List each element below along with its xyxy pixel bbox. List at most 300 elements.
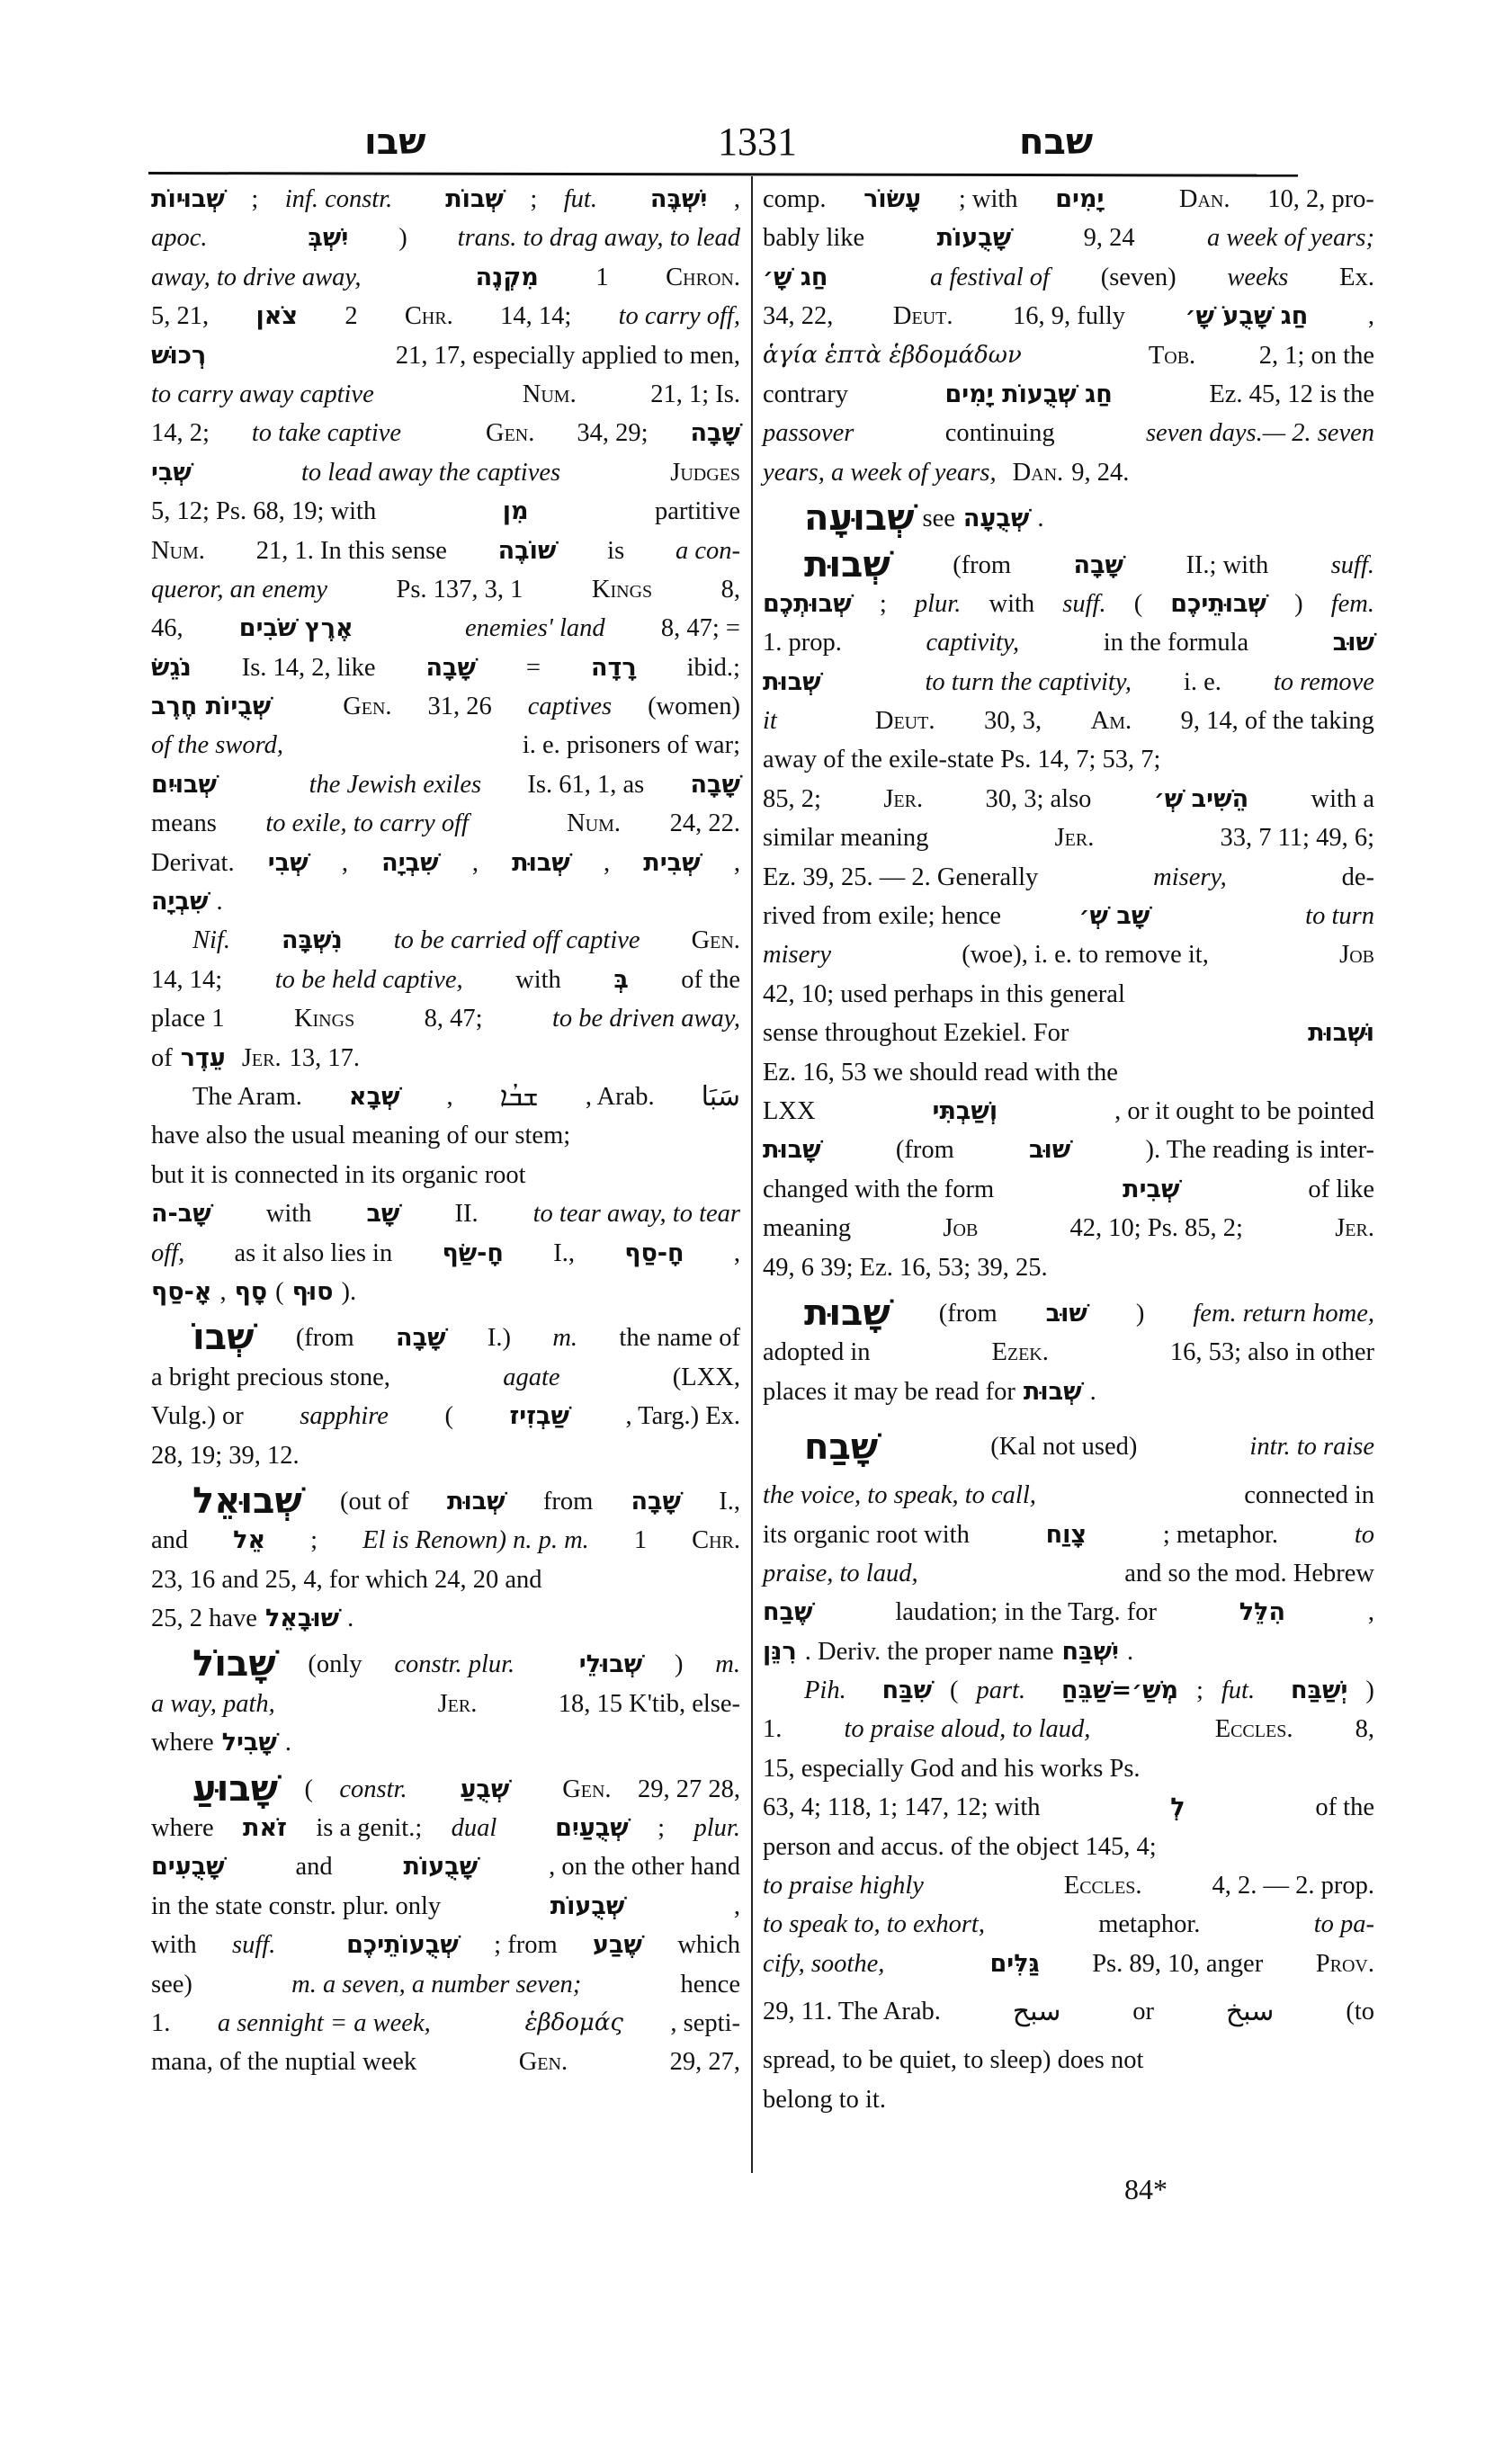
italic-run: sapphire (300, 1402, 389, 1431)
text-run: 24, 22. (669, 809, 740, 838)
text-run: and (295, 1853, 333, 1882)
text-line (151, 1723, 740, 1762)
hebrew-word: שְׁבוּת (1023, 1377, 1082, 1406)
text-line (763, 1788, 1374, 1827)
text-run: 29, 11. The Arab. (763, 1998, 941, 2026)
text-line (763, 1749, 1374, 1788)
italic-run: to be held captive, (274, 965, 463, 994)
hebrew-word: שַׁבְזִיז (509, 1402, 569, 1431)
text-line (763, 336, 1374, 375)
text-run: 4, 2. — 2. prop. (1212, 1872, 1374, 1900)
text-line (151, 1116, 740, 1155)
text-run: , (341, 848, 348, 877)
italic-run: a way, path, (151, 1689, 275, 1718)
text-run: is (607, 536, 625, 565)
text-run: 42, 10; Ps. 85, 2; (1069, 1214, 1243, 1243)
hebrew-word: לְ (1170, 1793, 1185, 1822)
italic-run: suff. (1062, 589, 1106, 618)
hebrew-word: שָׁבוּת (763, 1136, 821, 1165)
running-head-left: שבו (364, 121, 426, 163)
text-line (763, 1131, 1374, 1169)
hebrew-word: רִנֵּן (763, 1637, 797, 1666)
text-line (763, 1516, 1374, 1554)
running-head-right: שבח (1019, 121, 1094, 163)
hebrew-word: שְׁבִית (1123, 1175, 1180, 1203)
text-line (151, 765, 740, 804)
text-run: 30, 3; also (985, 784, 1092, 813)
text-run: similar meaning (763, 824, 929, 853)
text-run: ) (1135, 1299, 1145, 1328)
hebrew-word: זֹאת (243, 1814, 287, 1843)
text-line (151, 1077, 740, 1116)
italic-run: to carry away captive (151, 380, 374, 408)
small-caps-reference: Jer. (883, 784, 924, 813)
small-caps-reference: Jer. (437, 1689, 478, 1718)
text-run: ; (530, 185, 538, 213)
text-run: from (542, 1487, 594, 1516)
hebrew-word: שְׁבֻעַ (460, 1775, 510, 1803)
text-run: I.) (487, 1324, 511, 1353)
italic-run: plur. (693, 1814, 740, 1843)
text-run: 21, 1. In this sense (255, 536, 447, 565)
text-run: away of the exile-state Ps. 14, 7; 53, 7; (763, 746, 1161, 774)
italic-run: suff. (1330, 550, 1374, 579)
text-run: (Kal not used) (990, 1433, 1138, 1462)
text-run: 25, 2 have (151, 1605, 257, 1633)
text-run: of (151, 1043, 173, 1072)
text-run: (from (295, 1324, 354, 1353)
small-caps-reference: Jer. (1054, 824, 1095, 853)
hebrew-word: שׁוּב (1332, 629, 1374, 657)
hebrew-word: שְׁבוּלֵי (578, 1650, 643, 1679)
text-run: 28, 19; 39, 12. (151, 1441, 300, 1470)
hebrew-word: שָׁבָה (690, 770, 740, 799)
text-run: of the (1315, 1793, 1374, 1822)
text-run: , Targ.) Ex. (625, 1402, 740, 1431)
column-divider (751, 176, 753, 2173)
text-line (151, 1965, 740, 2004)
hebrew-word: וְשַׁבְתִּי (932, 1096, 998, 1125)
italic-run: to turn the captivity, (925, 667, 1132, 696)
text-run: 23, 16 and 25, 4, for which 24, 20 and (151, 1565, 542, 1594)
text-run: rived from exile; hence (763, 902, 1002, 931)
headword: שָׁבוֹל (192, 1643, 276, 1685)
italic-run: fem. return home, (1193, 1299, 1374, 1328)
signature-mark: 84* (1124, 2173, 1168, 2205)
text-line (151, 726, 740, 765)
headword: שָׁבוּעַ (192, 1767, 279, 1810)
hebrew-word: שָׁב (366, 1200, 400, 1229)
text-run: I., (719, 1487, 740, 1516)
hebrew-word: שְׁבוּת (763, 667, 821, 696)
text-run: in the state constr. plur. only (151, 1891, 442, 1920)
hebrew-word: שְׁבֻעַיִם (555, 1814, 629, 1843)
text-run: 49, 6 39; Ez. 16, 53; 39, 25. (763, 1253, 1048, 1282)
text-run: , (471, 848, 479, 877)
text-line (763, 623, 1374, 662)
hebrew-word: שְׁבוּתְכֶם (763, 589, 852, 618)
hebrew-word: שׁוּבָאֵל (264, 1605, 340, 1633)
small-caps-reference: Chr. (692, 1526, 740, 1555)
italic-run: Pih. (804, 1677, 846, 1705)
small-caps-reference: Gen. (562, 1775, 612, 1803)
hebrew-word: שָׁבָה (631, 1487, 681, 1516)
italic-run: the Jewish exiles (309, 770, 482, 799)
text-run: where (151, 1729, 214, 1757)
text-run: place 1 (151, 1005, 225, 1033)
text-run: , Arab. (585, 1082, 655, 1111)
text-line (151, 1194, 740, 1233)
text-run: Ps. 89, 10, anger (1092, 1949, 1264, 1978)
header-rule (148, 172, 1298, 177)
text-run: changed with the form (763, 1175, 995, 1203)
hebrew-word: שְׁבִית (643, 848, 701, 877)
text-run: Vulg.) or (151, 1402, 244, 1431)
text-run: , (1367, 1598, 1374, 1627)
text-line (151, 492, 740, 531)
hebrew-word: שָׁב-ה (151, 1200, 211, 1229)
text-line (763, 1092, 1374, 1131)
text-line (763, 2041, 1374, 2079)
text-run: i. e. (1183, 667, 1221, 696)
text-line (763, 585, 1374, 623)
text-run: ). (341, 1277, 357, 1306)
arabic-word: سبح (1012, 1996, 1061, 2028)
text-line (151, 1319, 740, 1357)
text-run: . (216, 888, 223, 917)
small-caps-reference: Gen. (691, 926, 740, 955)
italic-run: to carry off, (618, 302, 740, 331)
text-line (151, 1521, 740, 1560)
text-run: 29, 27, (669, 2048, 740, 2077)
text-line (151, 1397, 740, 1435)
small-caps-reference: Deut. (892, 302, 953, 331)
hebrew-word: עֵדֶר (180, 1043, 226, 1072)
italic-run: it (763, 707, 777, 736)
text-run: . (1126, 1637, 1134, 1666)
text-run: ; from (494, 1931, 558, 1960)
small-caps-reference: Kings (591, 575, 653, 604)
text-line (763, 1170, 1374, 1209)
italic-run: Nif. (192, 926, 230, 955)
hebrew-word: אֵל (233, 1526, 266, 1555)
italic-run: inf. constr. (284, 185, 393, 213)
text-run: (women) (648, 693, 740, 721)
text-run: ; (658, 1814, 666, 1843)
text-line (151, 687, 740, 726)
greek-word: ἁγία ἑπτὰ ἑβδομάδων (763, 341, 1022, 369)
headword: שְׁבוּאֵל (192, 1480, 302, 1522)
text-run: a bright precious stone, (151, 1363, 390, 1391)
text-run: mana, of the nuptial week (151, 2048, 417, 2077)
text-run: is a genit.; (316, 1814, 423, 1843)
text-run: which (677, 1931, 740, 1960)
text-run: 21, 17, especially applied to men, (395, 341, 740, 370)
text-line (763, 1053, 1374, 1092)
text-line (763, 1945, 1374, 1983)
italic-run: to be carried off captive (393, 926, 640, 955)
text-line (763, 1418, 1374, 1476)
italic-run: to praise aloud, to laud, (844, 1715, 1091, 1744)
text-run: where (151, 1814, 214, 1843)
small-caps-reference: Deut. (874, 707, 935, 736)
text-run: = (525, 653, 541, 682)
text-run: ( (444, 1402, 453, 1431)
hebrew-word: אֶרֶץ שֹׁבִים (238, 614, 353, 643)
text-run: 29, 27 28, (637, 1775, 740, 1803)
italic-run: weeks (1227, 263, 1289, 291)
text-run: (woe), i. e. to remove it, (962, 941, 1209, 970)
text-run: of the (681, 965, 740, 994)
hebrew-word: גַּלִּים (989, 1949, 1040, 1978)
text-run: meaning (763, 1214, 852, 1243)
text-run: , (733, 1891, 740, 1920)
hebrew-word: רְכוּשׁ (151, 341, 207, 370)
italic-run: part. (976, 1677, 1026, 1705)
text-run: (out of (340, 1487, 409, 1516)
hebrew-word: שׁוּב (1029, 1136, 1071, 1165)
text-run: Is. 61, 1, as (527, 770, 645, 799)
text-line (151, 258, 740, 297)
text-run: . (1089, 1377, 1096, 1406)
text-run: ; (1196, 1677, 1203, 1705)
hebrew-word: יִשְׁבְּ (308, 224, 349, 253)
italic-run: captivity, (926, 629, 1020, 657)
italic-run: the voice, to speak, to call, (763, 1481, 1036, 1510)
italic-run: to be driven away, (552, 1005, 740, 1033)
text-run: 14, 2; (151, 419, 210, 448)
text-run: 2, 1; on the (1258, 341, 1374, 370)
hebrew-word: שִׁבְיָה (381, 848, 439, 877)
small-caps-reference: Gen. (486, 419, 535, 448)
text-run: Derivat. (151, 848, 235, 877)
text-run: 2 (344, 302, 358, 331)
text-run: sense throughout Ezekiel. For (763, 1019, 1069, 1048)
text-run: with (265, 1200, 312, 1229)
text-line (151, 414, 740, 452)
text-run: ; (251, 185, 259, 213)
hebrew-word: יְשַׁבַּח (1290, 1677, 1348, 1705)
text-run: , (446, 1082, 453, 1111)
text-run: . (1037, 505, 1044, 533)
text-line (151, 219, 740, 257)
italic-run: m. a seven, a number seven; (291, 1970, 582, 1998)
hebrew-word: נֹגֵשׂ (151, 653, 192, 682)
text-run: , or it ought to be pointed (1114, 1096, 1374, 1125)
text-line (763, 414, 1374, 452)
italic-run: to turn (1305, 902, 1374, 931)
small-caps-reference: Gen. (343, 693, 392, 721)
italic-run: away, to drive away, (151, 263, 362, 291)
italic-run: praise, to laud, (763, 1559, 918, 1587)
text-run: II.; with (1185, 550, 1269, 579)
text-run: Ez. 45, 12 is the (1209, 380, 1374, 408)
text-line (763, 375, 1374, 414)
text-line (763, 543, 1374, 586)
small-caps-reference: Jer. (1335, 1214, 1374, 1243)
text-line (151, 882, 740, 921)
text-line (151, 1039, 740, 1077)
hebrew-word: שְׁבוּיוֹת (151, 185, 225, 213)
hebrew-word: שָׁב שְׁ׳ (1078, 902, 1150, 931)
italic-run: to speak to, to exhort, (763, 1910, 985, 1939)
text-run: continuing (944, 419, 1055, 448)
text-line (151, 804, 740, 843)
hebrew-word: שׁוּב (1045, 1299, 1087, 1328)
text-line (151, 180, 740, 219)
hebrew-word: מְשַׁ׳=שַׁבֵּחַ (1060, 1677, 1179, 1705)
text-run: ) (1294, 589, 1303, 618)
text-line (151, 844, 740, 882)
italic-run: years, a week of years, (763, 458, 997, 487)
text-run: ) (398, 224, 407, 253)
small-caps-reference: Tob. (1148, 341, 1196, 370)
text-run: 1. (763, 1715, 783, 1744)
text-line (763, 935, 1374, 974)
text-run: 9, 24. (1071, 458, 1130, 487)
text-run: 8, 47; (424, 1005, 483, 1033)
text-line (151, 1234, 740, 1273)
text-run: . (284, 1729, 291, 1757)
hebrew-word: שְׁבוּתֵיכֶם (1170, 589, 1266, 618)
italic-run: agate (503, 1363, 560, 1391)
text-run: . (347, 1605, 354, 1633)
text-run: 5, 21, (151, 302, 210, 331)
small-caps-reference: Eccles. (1214, 1715, 1293, 1744)
text-run: 34, 29; (577, 419, 649, 448)
right-column (763, 180, 1374, 2119)
text-run: 14, 14; (151, 965, 223, 994)
italic-run: misery, (1153, 863, 1227, 891)
headword: שְׁבוֹ (192, 1317, 255, 1359)
hebrew-word: מִן (502, 497, 529, 526)
small-caps-reference: Eccles. (1063, 1872, 1142, 1900)
text-line (151, 1273, 740, 1311)
text-line (763, 453, 1374, 492)
italic-run: of the sword, (151, 731, 283, 760)
hebrew-word: שָׁבָה (425, 653, 476, 682)
text-run: 8, (1355, 1715, 1374, 1744)
text-run: the name of (619, 1324, 740, 1353)
text-line (151, 375, 740, 414)
text-run: ( (950, 1677, 959, 1705)
arabic-word: سَبَا (701, 1080, 740, 1113)
text-line (151, 1645, 740, 1684)
text-line (763, 1671, 1374, 1710)
text-line (763, 499, 1374, 538)
small-caps-reference: Prov. (1315, 1949, 1374, 1978)
text-line (151, 609, 740, 648)
text-line (763, 1710, 1374, 1748)
text-run: spread, to be quiet, to sleep) does not (763, 2046, 1144, 2075)
text-run: 16, 9, fully (1012, 302, 1126, 331)
text-line (763, 1632, 1374, 1671)
text-line (763, 740, 1374, 779)
hebrew-word: שֶׁבַע (593, 1931, 642, 1960)
italic-run: misery (763, 941, 831, 970)
text-run: in the formula (1103, 629, 1249, 657)
small-caps-reference: Chron. (666, 263, 740, 291)
text-run: ) (1365, 1677, 1374, 1705)
italic-run: m. (552, 1324, 578, 1353)
italic-run: a con- (675, 536, 740, 565)
italic-run: to remove (1273, 667, 1374, 696)
text-run: 8, 47; = (660, 614, 740, 643)
hebrew-word: שְׁבוּת (512, 848, 570, 877)
text-line (151, 1847, 740, 1886)
text-line (763, 297, 1374, 335)
italic-run: suff. (232, 1931, 276, 1960)
italic-run: dual (451, 1814, 497, 1843)
text-run: , (219, 1277, 227, 1306)
text-run: , septi- (670, 2008, 740, 2037)
text-run: 33, 7 11; 49, 6; (1220, 824, 1374, 853)
text-run: (from (938, 1299, 998, 1328)
hebrew-word: שְׁבוּיִם (151, 770, 217, 799)
text-line (151, 532, 740, 570)
text-run: 1. (151, 2008, 171, 2037)
text-run: LXX (763, 1096, 816, 1125)
text-run: 9, 24 (1083, 224, 1135, 253)
text-run: and (151, 1526, 189, 1555)
italic-run: to (1354, 1520, 1374, 1549)
text-run: (LXX, (672, 1363, 740, 1391)
italic-run: cify, soothe, (763, 1949, 885, 1978)
text-run: but it is connected in its organic root (151, 1160, 526, 1189)
hebrew-word: מִקְנֶה (475, 263, 539, 291)
text-line (151, 1887, 740, 1926)
text-run: I., (553, 1238, 575, 1267)
text-run: , on the other hand (549, 1853, 740, 1882)
hebrew-word: בְּ (613, 965, 629, 994)
text-run: with (151, 1931, 197, 1960)
text-line (763, 1248, 1374, 1287)
hebrew-word: שָׁבִיל (221, 1729, 277, 1757)
text-run: person and accus. of the object 145, 4; (763, 1832, 1157, 1861)
text-line (763, 1209, 1374, 1247)
hebrew-word: חַג שָׁ׳ (763, 263, 828, 291)
text-run: 9, 14, of the taking (1180, 707, 1374, 736)
text-run: ; with (958, 185, 1018, 213)
text-run: means (151, 809, 217, 838)
text-line (763, 1905, 1374, 1944)
text-line (151, 2004, 740, 2043)
italic-run: seven days.— 2. seven (1145, 419, 1374, 448)
italic-run: to tear away, to tear (532, 1200, 740, 1229)
text-run: metaphor. (1098, 1910, 1201, 1939)
text-run: 15, especially God and his works Ps. (763, 1754, 1141, 1783)
italic-run: to take captive (251, 419, 402, 448)
text-run: Ez. 39, 25. — 2. Generally (763, 863, 1039, 891)
italic-run: constr. plur. (394, 1650, 515, 1679)
text-run: with (989, 589, 1035, 618)
hebrew-word: שָׁבֻעִים (151, 1853, 225, 1882)
small-caps-reference: Am. (1090, 707, 1132, 736)
greek-word: ἑβδομάς (524, 2008, 623, 2036)
text-run: (to (1346, 1998, 1374, 2026)
text-run: 85, 2; (763, 784, 821, 813)
small-caps-reference: Num. (567, 809, 622, 838)
text-line (763, 1333, 1374, 1372)
text-run: as it also lies in (234, 1238, 393, 1267)
hebrew-word: צֹאן (255, 302, 298, 331)
italic-run: captives (527, 693, 613, 721)
text-line (151, 1599, 740, 1638)
italic-run: apoc. (151, 224, 208, 253)
text-run: ; (879, 589, 887, 618)
text-line (151, 1926, 740, 1964)
arabic-word: سبخ (1225, 1996, 1275, 2028)
